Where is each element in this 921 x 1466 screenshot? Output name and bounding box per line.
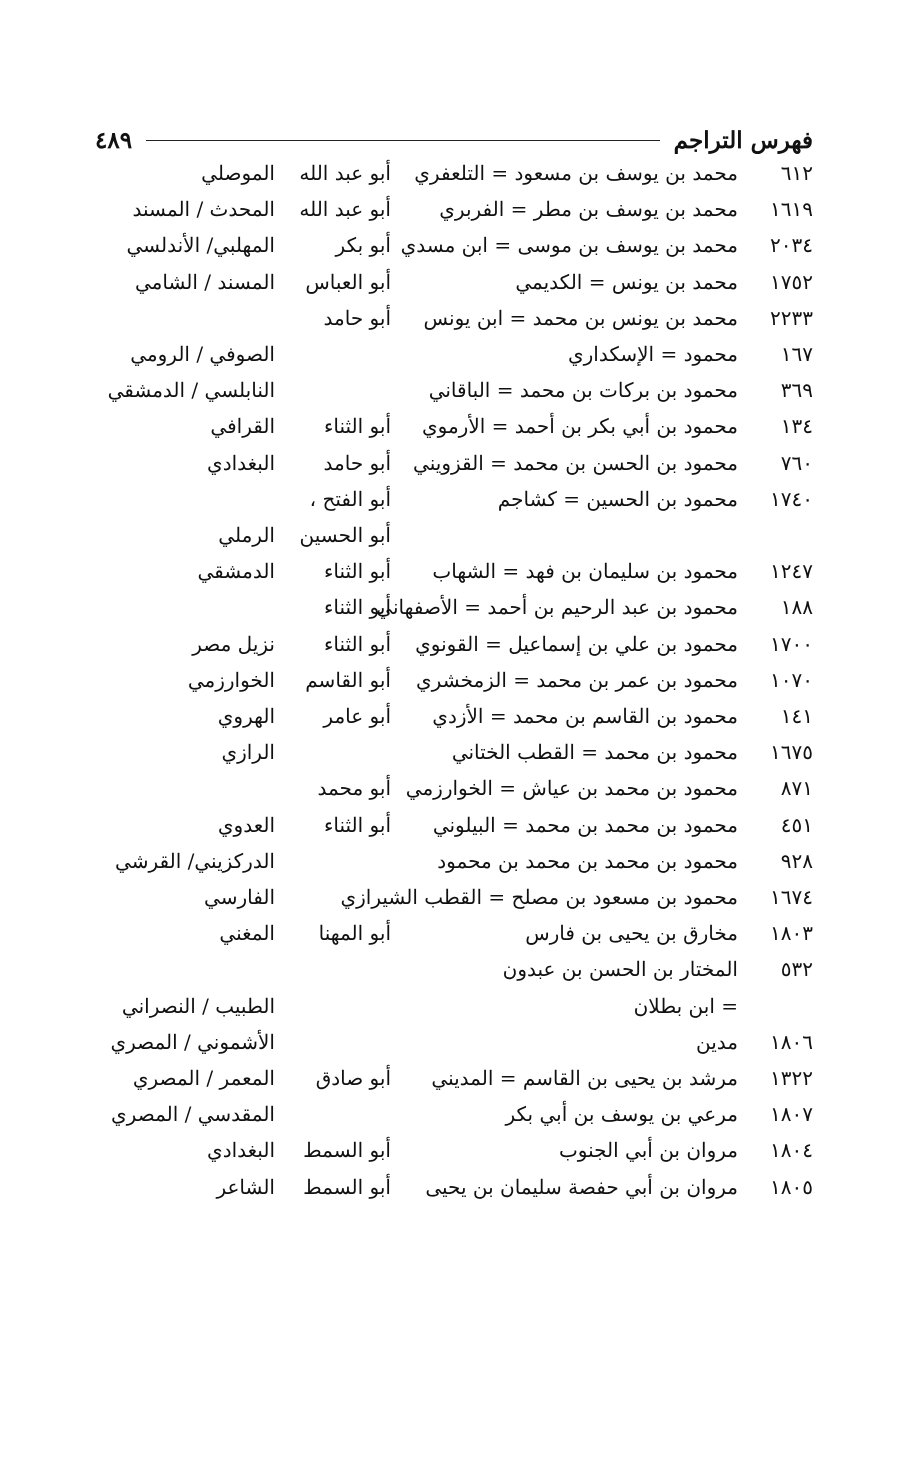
- entry-number: ١٤١: [780, 704, 813, 728]
- index-entry: [0, 1060, 921, 1096]
- entry-name: محمود بن محمد = القطب الختاني: [451, 740, 738, 765]
- entry-kunya: أبو الثناء: [323, 595, 391, 620]
- entry-nisba: المعمر / المصري: [132, 1066, 275, 1090]
- entry-number: ١٨٨: [780, 595, 813, 620]
- index-entry: [0, 1169, 921, 1205]
- index-entry: [0, 481, 921, 517]
- entry-kunya: أبو بكر: [335, 233, 391, 258]
- entry-nisba: الشاعر: [216, 1174, 275, 1199]
- index-entry: [0, 155, 921, 191]
- entry-nisba: الطبيب / النصراني: [121, 993, 275, 1018]
- entry-number: ١٧٠٠: [770, 631, 813, 656]
- entry-nisba: الخوارزمي: [187, 667, 275, 692]
- entry-name: محمود بن الحسين = كشاجم: [497, 486, 738, 511]
- entry-nisba: الأشموني / المصري: [110, 1029, 275, 1054]
- entry-kunya: أبو الحسين: [299, 523, 391, 547]
- entry-nisba: المقدسي / المصري: [111, 1102, 275, 1127]
- entry-number: ٢٢٣٣: [770, 305, 813, 330]
- entry-nisba: المحدث / المسند: [132, 197, 275, 222]
- entry-nisba: النابلسي / الدمشقي: [107, 378, 275, 403]
- entry-number: ١٦١٩: [770, 197, 813, 222]
- entry-nisba: البغدادي: [207, 1138, 275, 1163]
- entry-kunya: أبو المهنا: [318, 921, 391, 946]
- entry-name: المختار بن الحسن بن عبدون: [502, 957, 738, 982]
- entry-number: ١٦٧: [780, 342, 813, 366]
- index-entry: [0, 843, 921, 879]
- entry-number: ٦١٢: [780, 161, 813, 185]
- entry-kunya: أبو حامد: [323, 305, 391, 330]
- entry-name: مخارق بن يحيى بن فارس: [525, 921, 738, 946]
- entry-name: محمود بن سليمان بن فهد = الشهاب: [432, 559, 738, 584]
- index-entry: [0, 264, 921, 300]
- entry-name: محمود بن القاسم بن محمد = الأزدي: [432, 704, 738, 728]
- entry-number: ١٦٧٥: [770, 740, 813, 765]
- entry-nisba: نزيل مصر: [192, 631, 275, 656]
- entry-name: محمود بن بركات بن محمد = الباقاني: [428, 378, 738, 403]
- entry-name: مدين: [695, 1029, 738, 1054]
- entry-nisba: الصوفي / الرومي: [130, 342, 275, 366]
- entry-kunya: أبو السمط: [303, 1138, 391, 1163]
- index-entry: [0, 807, 921, 843]
- entry-nisba: الدركزيني/ القرشي: [115, 848, 275, 873]
- index-entry: [0, 445, 921, 481]
- entry-kunya: أبو عامر: [323, 704, 391, 728]
- entry-name: محمد بن يوسف بن موسى = ابن مسدي: [400, 233, 738, 258]
- entry-kunya: أبو الثناء: [323, 414, 391, 439]
- entry-nisba: المهلبي/ الأندلسي: [126, 233, 275, 258]
- index-entry: [0, 734, 921, 770]
- entry-number: ١٣٤: [780, 414, 813, 439]
- entry-nisba: البغدادي: [207, 450, 275, 475]
- entry-number: ٥٣٢: [780, 957, 813, 982]
- index-entry: [0, 517, 921, 553]
- entry-number: ١٢٤٧: [770, 559, 813, 584]
- index-entry: [0, 1132, 921, 1168]
- index-entry: [0, 662, 921, 698]
- entry-number: ٨٧١: [780, 776, 813, 801]
- index-entry: [0, 698, 921, 734]
- entry-name: محمد بن يوسف بن مسعود = التلعفري: [414, 161, 738, 185]
- entry-nisba: المغني: [219, 921, 275, 946]
- entry-name: محمود بن علي بن إسماعيل = القونوي: [415, 631, 738, 656]
- index-entry: [0, 1024, 921, 1060]
- entry-name: محمود = الإسكداري: [567, 342, 738, 366]
- entry-kunya: أبو الثناء: [323, 812, 391, 837]
- index-entry: [0, 191, 921, 227]
- entry-name: محمود بن أبي بكر بن أحمد = الأرموي: [421, 414, 738, 439]
- entry-number: ٧٦٠: [780, 450, 813, 475]
- entry-nisba: الهروي: [217, 704, 275, 728]
- entry-number: ١٧٤٠: [770, 486, 813, 511]
- entry-nisba: الموصلي: [201, 161, 275, 185]
- entry-nisba: الرملي: [218, 523, 275, 547]
- entry-nisba: المسند / الشامي: [134, 269, 275, 294]
- entry-kunya: أبو محمد: [317, 776, 391, 801]
- entry-number: ١٨٠٣: [770, 921, 813, 946]
- entry-kunya: أبو الثناء: [323, 559, 391, 584]
- entry-kunya: أبو الفتح ،: [309, 486, 391, 511]
- index-entry: [0, 553, 921, 589]
- entry-number: ٤٥١: [780, 812, 813, 837]
- page-number: ٤٨٩: [95, 126, 133, 154]
- index-entry: [0, 408, 921, 444]
- entry-name: مرعي بن يوسف بن أبي بكر: [505, 1102, 738, 1127]
- index-entry: [0, 300, 921, 336]
- entry-kunya: أبو حامد: [323, 450, 391, 475]
- entry-kunya: أبو القاسم: [305, 667, 391, 692]
- entry-number: ١٠٧٠: [770, 667, 813, 692]
- index-entry: [0, 336, 921, 372]
- entry-number: ١٦٧٤: [770, 885, 813, 909]
- entry-name: محمود بن الحسن بن محمد = القزويني: [413, 450, 738, 475]
- entry-name: محمود بن مسعود بن مصلح = القطب الشيرازي: [340, 885, 738, 909]
- entry-nisba: العدوي: [217, 812, 275, 837]
- entry-name: محمود بن محمد بن محمد بن محمود: [437, 848, 738, 873]
- entry-number: ١٨٠٦: [770, 1029, 813, 1054]
- entry-nisba: الرازي: [221, 740, 275, 765]
- entry-name: مرشد بن يحيى بن القاسم = المديني: [431, 1066, 738, 1090]
- entry-nisba: الفارسي: [204, 885, 275, 909]
- entry-kunya: أبو عبد الله: [299, 161, 391, 185]
- entry-name: محمود بن محمد بن عياش = الخوارزمي: [405, 776, 738, 801]
- index-entry: [0, 589, 921, 625]
- entry-number: ١٨٠٥: [770, 1174, 813, 1199]
- entry-name: محمود بن عبد الرحيم بن أحمد = الأصفهاني: [376, 595, 738, 620]
- index-entry: [0, 988, 921, 1024]
- entry-kunya: أبو العباس: [305, 269, 391, 294]
- entry-nisba: القرافي: [210, 414, 275, 439]
- entry-name: محمد بن يونس بن محمد = ابن يونس: [423, 305, 738, 330]
- entry-number: ١٨٠٧: [770, 1102, 813, 1127]
- entry-kunya: أبو صادق: [315, 1066, 391, 1090]
- entry-number: ١٨٠٤: [770, 1138, 813, 1163]
- entry-name: محمد بن يونس = الكديمي: [515, 269, 738, 294]
- entry-name: محمود بن محمد بن محمد = البيلوني: [432, 812, 738, 837]
- entry-name: محمد بن يوسف بن مطر = الفربري: [439, 197, 738, 222]
- entry-number: ١٣٢٢: [770, 1066, 813, 1090]
- index-entry: [0, 227, 921, 263]
- entry-kunya: أبو الثناء: [323, 631, 391, 656]
- entry-kunya: أبو عبد الله: [299, 197, 391, 222]
- entry-name: مروان بن أبي حفصة سليمان بن يحيى: [425, 1174, 738, 1199]
- entry-name: = ابن بطلان: [633, 993, 738, 1018]
- index-entry: [0, 626, 921, 662]
- entry-name: مروان بن أبي الجنوب: [558, 1138, 738, 1163]
- entry-nisba: الدمشقي: [197, 559, 275, 584]
- entry-number: ٣٦٩: [780, 378, 813, 403]
- index-entry: [0, 1096, 921, 1132]
- index-entry: [0, 915, 921, 951]
- entry-kunya: أبو السمط: [303, 1174, 391, 1199]
- entry-number: ١٧٥٢: [770, 269, 813, 294]
- index-entry: [0, 770, 921, 806]
- entry-name: محمود بن عمر بن محمد = الزمخشري: [416, 667, 738, 692]
- header-title: فهرس التراجم: [673, 126, 813, 154]
- entry-number: ٩٢٨: [780, 848, 813, 873]
- index-entry: [0, 372, 921, 408]
- index-entry: [0, 879, 921, 915]
- entry-number: ٢٠٣٤: [770, 233, 813, 258]
- index-entry: [0, 951, 921, 987]
